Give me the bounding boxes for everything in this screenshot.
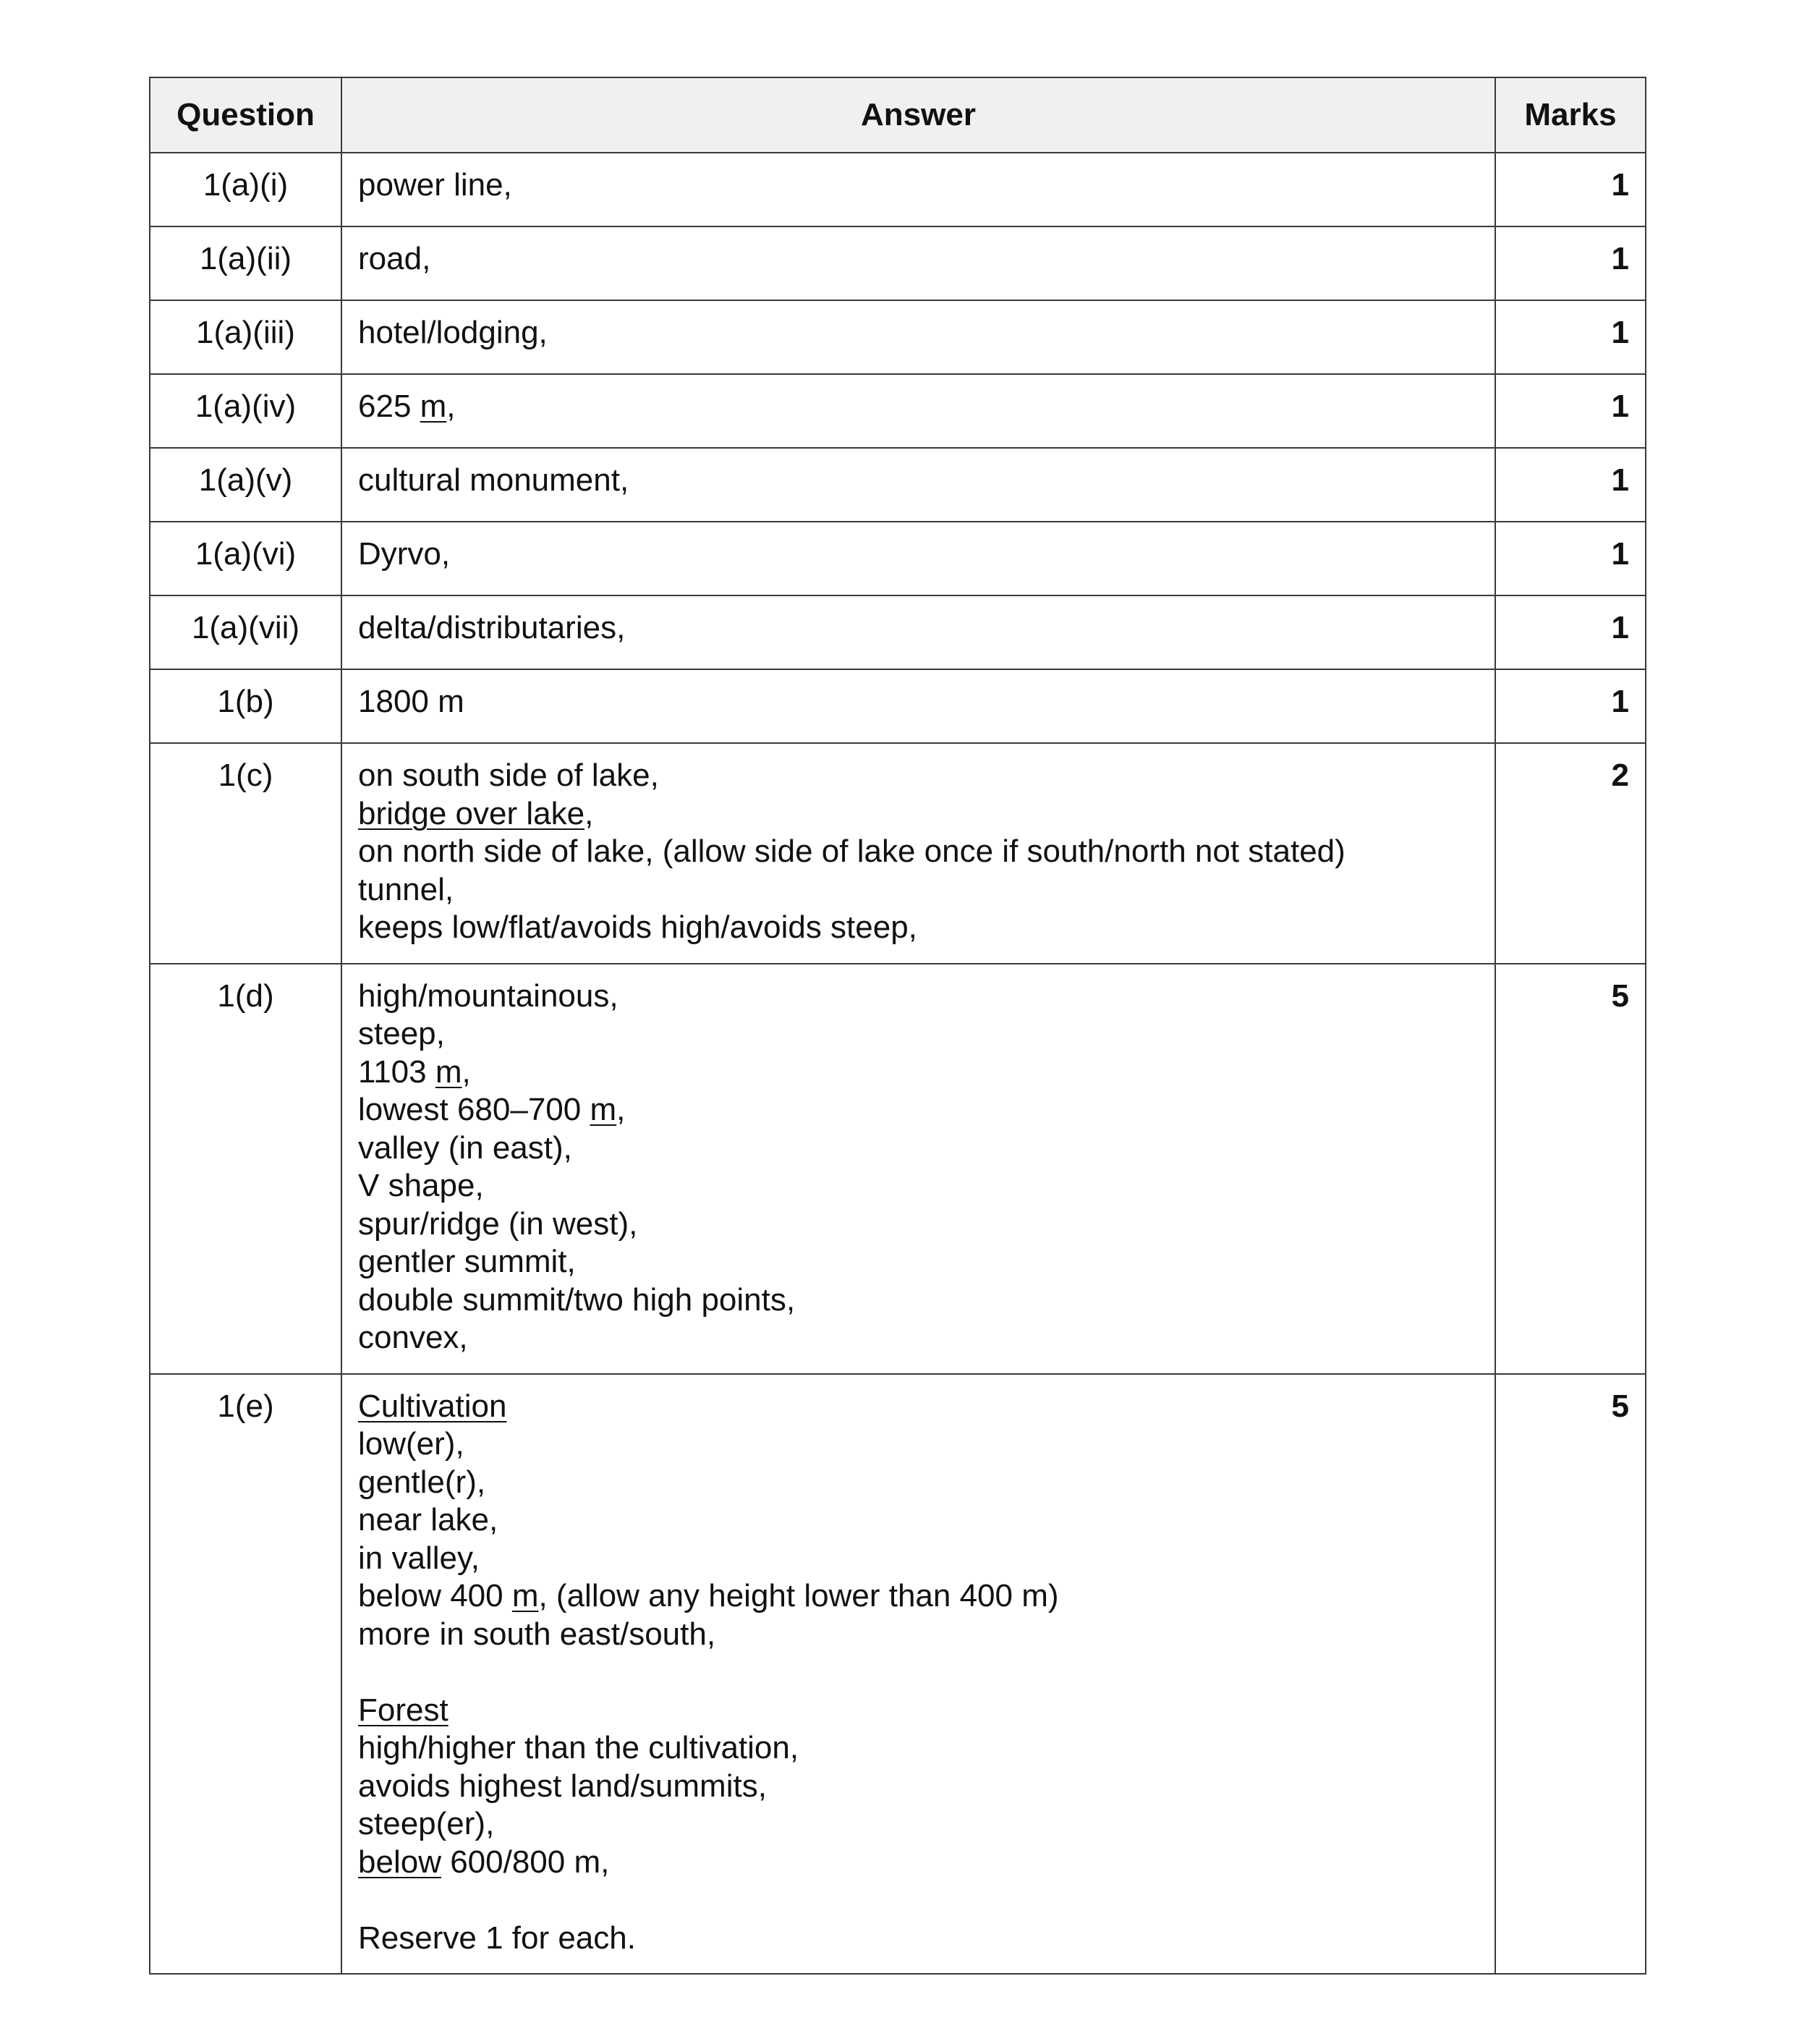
table-row	[150, 522, 1646, 595]
question-number: 1(a)(vi)	[150, 522, 341, 595]
answer-line	[358, 609, 1479, 648]
underlined-text: m	[435, 1053, 462, 1090]
question-number: 1(a)(vii)	[150, 595, 341, 669]
answer-line	[358, 166, 1479, 205]
answer-text: in valley,	[358, 1540, 480, 1576]
answer-line	[358, 240, 1479, 279]
answer-line	[358, 757, 1479, 795]
answer-text: hotel/lodging,	[358, 315, 548, 350]
answer-text: double summit/two high points,	[358, 1281, 796, 1318]
answer-line	[358, 1319, 1479, 1357]
answer-text: steep,	[358, 1016, 445, 1051]
underlined-text: m	[590, 1092, 617, 1127]
answer-line	[358, 314, 1479, 352]
answer-text: , (allow any height lower than 400 m)	[538, 1578, 1059, 1613]
answer-line	[358, 1540, 1479, 1578]
answer-cell	[341, 595, 1495, 669]
answer-text: ,	[462, 1053, 471, 1090]
answer-line	[358, 978, 1479, 1016]
answer-line	[358, 1729, 1479, 1768]
answer-line	[358, 1129, 1479, 1168]
question-number: 1(b)	[150, 669, 341, 743]
blank-line	[358, 1653, 1479, 1692]
marks-value: 1	[1495, 522, 1646, 595]
marks-value: 1	[1495, 300, 1646, 374]
answer-line	[358, 1616, 1479, 1654]
answer-text: delta/distributaries,	[358, 610, 626, 645]
answer-text: V shape,	[358, 1168, 484, 1203]
answer-cell	[341, 153, 1495, 226]
answer-line	[358, 1920, 1479, 1958]
answer-line	[358, 1464, 1479, 1502]
answer-text: below 400	[358, 1578, 512, 1613]
marks-value: 5	[1495, 964, 1646, 1374]
answer-line	[358, 1205, 1479, 1244]
answer-line	[358, 909, 1479, 947]
answer-line	[358, 1388, 1479, 1426]
answer-cell	[341, 522, 1495, 595]
answer-text: 600/800 m,	[441, 1844, 610, 1880]
answer-text: steep(er),	[358, 1806, 495, 1841]
marks-value: 1	[1495, 226, 1646, 300]
answer-line	[358, 1501, 1479, 1540]
answer-cell	[341, 1374, 1495, 1975]
answer-text: more in south east/south,	[358, 1616, 716, 1652]
table-row	[150, 300, 1646, 374]
answer-text: cultural monument,	[358, 462, 629, 498]
question-number: 1(a)(i)	[150, 153, 341, 226]
answer-line	[358, 1805, 1479, 1844]
question-number: 1(e)	[150, 1374, 341, 1975]
answer-line	[358, 1015, 1479, 1053]
answer-text: high/mountainous,	[358, 978, 618, 1014]
answer-text: Dyrvo,	[358, 536, 451, 572]
answer-line	[358, 535, 1479, 574]
answer-text: spur/ridge (in west),	[358, 1205, 638, 1242]
answer-line	[358, 683, 1479, 721]
answer-line	[358, 871, 1479, 909]
underlined-text: m	[511, 1578, 539, 1613]
answer-text: ,	[446, 389, 456, 424]
answer-text: 625	[358, 389, 420, 424]
underlined-text: Cultivation	[358, 1388, 507, 1424]
mark-scheme-table	[149, 77, 1646, 1975]
marks-value: 1	[1495, 374, 1646, 448]
answer-text: 1103	[358, 1053, 435, 1090]
mark-scheme-body	[150, 153, 1646, 1974]
answer-cell	[341, 743, 1495, 964]
table-row	[150, 226, 1646, 300]
answer-text: power line,	[358, 167, 512, 203]
answer-text: convex,	[358, 1320, 468, 1355]
table-row	[150, 964, 1646, 1374]
answer-text: ,	[616, 1092, 626, 1127]
answer-text: on south side of lake,	[358, 758, 659, 793]
table-row	[150, 374, 1646, 448]
answer-text: road,	[358, 241, 431, 276]
question-number: 1(d)	[150, 964, 341, 1374]
answer-line	[358, 1768, 1479, 1806]
marks-value: 5	[1495, 1374, 1646, 1975]
answer-cell	[341, 300, 1495, 374]
answer-line	[358, 833, 1479, 871]
underlined-text: bridge over lake	[358, 795, 585, 831]
answer-text: ,	[584, 795, 594, 831]
underlined-text: below	[358, 1844, 441, 1880]
blank-line	[358, 1881, 1479, 1920]
table-row	[150, 743, 1646, 964]
table-row	[150, 153, 1646, 226]
question-number: 1(a)(iii)	[150, 300, 341, 374]
answer-line	[358, 1243, 1479, 1281]
marks-value: 1	[1495, 153, 1646, 226]
answer-text: low(er),	[358, 1426, 464, 1462]
answer-cell	[341, 226, 1495, 300]
answer-text: valley (in east),	[358, 1129, 572, 1166]
marks-value: 1	[1495, 669, 1646, 743]
answer-line	[358, 1577, 1479, 1616]
answer-line	[358, 795, 1479, 834]
question-number: 1(a)(v)	[150, 448, 341, 522]
answer-text: tunnel,	[358, 871, 454, 907]
answer-text: lowest 680–700	[358, 1092, 590, 1127]
marks-value: 1	[1495, 448, 1646, 522]
answer-line	[358, 462, 1479, 500]
answer-text: gentler summit,	[358, 1244, 576, 1279]
answer-line	[358, 1053, 1479, 1092]
question-number: 1(c)	[150, 743, 341, 964]
answer-text: on north side of lake, (allow side of lake once if south/north not stated)	[358, 834, 1346, 869]
answer-line	[358, 1425, 1479, 1464]
answer-line	[358, 1844, 1479, 1882]
table-row	[150, 595, 1646, 669]
answer-line	[358, 388, 1479, 426]
table-row	[150, 448, 1646, 522]
answer-text: near lake,	[358, 1502, 498, 1538]
question-column-header: Question	[150, 77, 341, 153]
marks-value: 2	[1495, 743, 1646, 964]
answer-text: gentle(r),	[358, 1464, 486, 1500]
answer-text: keeps low/flat/avoids high/avoids steep,	[358, 909, 917, 945]
answer-line	[358, 1167, 1479, 1205]
answer-cell	[341, 448, 1495, 522]
marks-column-header: Marks	[1495, 77, 1646, 153]
table-row	[150, 669, 1646, 743]
answer-cell	[341, 669, 1495, 743]
answer-line	[358, 1692, 1479, 1730]
answer-line	[358, 1091, 1479, 1129]
question-number: 1(a)(iv)	[150, 374, 341, 448]
header-row	[150, 77, 1646, 153]
answer-text: high/higher than the cultivation,	[358, 1730, 799, 1765]
answer-column-header: Answer	[341, 77, 1495, 153]
answer-text: Reserve 1 for each.	[358, 1920, 636, 1956]
underlined-text: m	[420, 389, 447, 424]
answer-cell	[341, 964, 1495, 1374]
underlined-text: Forest	[358, 1692, 448, 1728]
table-row	[150, 1374, 1646, 1975]
marks-value: 1	[1495, 595, 1646, 669]
answer-line	[358, 1281, 1479, 1320]
answer-text: avoids highest land/summits,	[358, 1768, 767, 1804]
answer-text: 1800 m	[358, 684, 464, 719]
answer-cell	[341, 374, 1495, 448]
question-number: 1(a)(ii)	[150, 226, 341, 300]
